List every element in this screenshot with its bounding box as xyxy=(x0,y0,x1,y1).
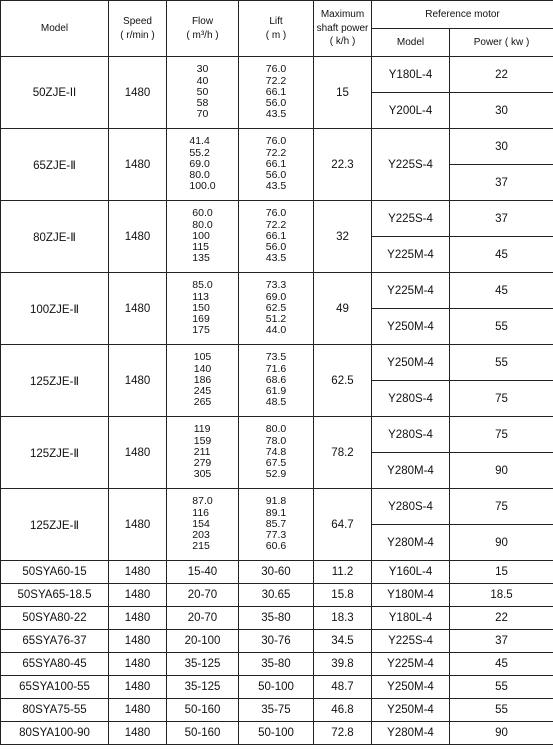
header-speed-unit: ( r/min ) xyxy=(120,29,155,41)
motor-power-cell: 55 xyxy=(450,309,553,345)
motor-power-cell: 37 xyxy=(450,165,553,201)
shaft-power-cell: 22.3 xyxy=(314,129,372,201)
flow-cell-value: 203 xyxy=(192,529,210,542)
lift-cell xyxy=(239,345,314,417)
header-max-line1: Maximum xyxy=(320,9,365,21)
lift-cell-value: 43.5 xyxy=(265,108,287,121)
header-speed-line: Speed xyxy=(123,16,152,27)
flow-cell xyxy=(167,345,239,417)
speed-cell: 1480 xyxy=(109,273,167,345)
flow-cell-value: 80.0 xyxy=(192,218,213,231)
lift-cell-value: 66.1 xyxy=(265,85,287,98)
motor-power-cell: 90 xyxy=(450,722,553,745)
model-cell: 65SYA76-37 xyxy=(1,630,109,653)
motor-model-cell: Y225S-4 xyxy=(372,129,450,201)
flow-cell-value: 60.0 xyxy=(192,207,213,220)
motor-power-cell: 22 xyxy=(450,607,553,630)
motor-model-cell: Y280M-4 xyxy=(372,722,450,745)
header-lift xyxy=(239,1,314,57)
lift-cell-values xyxy=(266,136,286,192)
flow-cell-value: 55.2 xyxy=(189,146,210,159)
lift-cell: 35-75 xyxy=(239,699,314,722)
flow-cell-value: 40 xyxy=(196,74,209,87)
flow-cell-value: 116 xyxy=(192,506,210,519)
lift-cell-values xyxy=(266,496,286,552)
shaft-power-cell: 49 xyxy=(314,273,372,345)
header-max-line2: shaft power xyxy=(316,22,369,34)
flow-cell: 15-40 xyxy=(167,561,239,584)
table-row xyxy=(1,201,553,237)
flow-cell xyxy=(167,489,239,561)
speed-cell: 1480 xyxy=(109,417,167,489)
flow-cell: 20-100 xyxy=(167,630,239,653)
lift-cell-value: 44.0 xyxy=(265,324,287,337)
table-row xyxy=(1,57,553,93)
lift-cell-value: 56.0 xyxy=(265,97,287,110)
lift-cell-values xyxy=(266,352,286,408)
flow-cell-value: 80.0 xyxy=(189,169,210,182)
flow-cell-value: 105 xyxy=(193,351,212,364)
model-cell: 65SYA80-45 xyxy=(1,653,109,676)
lift-cell-value: 77.3 xyxy=(265,529,287,542)
flow-cell-value: 41.4 xyxy=(189,135,210,148)
flow-cell xyxy=(167,129,239,201)
flow-cell-value: 85.0 xyxy=(192,279,213,292)
speed-cell: 1480 xyxy=(109,607,167,630)
motor-power-cell: 75 xyxy=(450,489,553,525)
lift-cell: 50-100 xyxy=(239,722,314,745)
flow-cell-values xyxy=(197,64,209,120)
motor-model-cell: Y250M-4 xyxy=(372,699,450,722)
shaft-power-cell: 78.2 xyxy=(314,417,372,489)
lift-cell-value: 89.1 xyxy=(265,506,287,519)
motor-model-cell: Y225S-4 xyxy=(372,201,450,237)
flow-cell-value: 245 xyxy=(193,385,212,398)
flow-cell-value: 70 xyxy=(196,108,209,121)
lift-cell-value: 72.2 xyxy=(265,146,287,159)
lift-cell-value: 72.2 xyxy=(265,218,287,231)
flow-cell-value: 135 xyxy=(192,252,210,265)
header-motor-power: Power ( kw ) xyxy=(450,29,553,57)
flow-cell-value: 100.0 xyxy=(189,180,216,193)
motor-model-cell: Y250M-4 xyxy=(372,676,450,699)
lift-cell-value: 73.5 xyxy=(265,351,287,364)
lift-cell-value: 67.5 xyxy=(265,457,287,470)
speed-cell: 1480 xyxy=(109,201,167,273)
motor-model-cell: Y250M-4 xyxy=(372,345,450,381)
header-model: Model xyxy=(1,1,109,57)
motor-power-cell: 55 xyxy=(450,699,553,722)
shaft-power-cell: 15 xyxy=(314,57,372,129)
model-cell: 65ZJE-Ⅱ xyxy=(1,129,109,201)
flow-cell: 20-70 xyxy=(167,584,239,607)
flow-cell-value: 115 xyxy=(192,241,210,254)
flow-cell-values xyxy=(194,424,212,480)
shaft-power-cell: 34.5 xyxy=(314,630,372,653)
motor-power-cell: 90 xyxy=(450,525,553,561)
table-row xyxy=(1,699,553,722)
flow-cell-values xyxy=(192,208,212,264)
model-cell: 125ZJE-Ⅱ xyxy=(1,417,109,489)
lift-cell-values xyxy=(266,208,286,264)
flow-cell-value: 30 xyxy=(196,63,209,76)
speed-cell: 1480 xyxy=(109,676,167,699)
speed-cell: 1480 xyxy=(109,584,167,607)
lift-cell-value: 52.9 xyxy=(265,468,287,481)
flow-cell: 20-70 xyxy=(167,607,239,630)
motor-power-cell: 45 xyxy=(450,273,553,309)
lift-cell-value: 62.5 xyxy=(265,301,287,314)
model-cell: 65SYA100-55 xyxy=(1,676,109,699)
flow-cell: 50-160 xyxy=(167,722,239,745)
lift-cell-value: 48.5 xyxy=(265,396,287,409)
lift-cell-value: 91.8 xyxy=(265,495,287,508)
shaft-power-cell: 18.3 xyxy=(314,607,372,630)
motor-power-cell: 15 xyxy=(450,561,553,584)
lift-cell xyxy=(239,201,314,273)
flow-cell-value: 113 xyxy=(192,290,210,303)
flow-cell-value: 150 xyxy=(192,301,210,314)
lift-cell-value: 73.3 xyxy=(265,279,287,292)
table-row xyxy=(1,345,553,381)
header-flow-unit: ( m³/h ) xyxy=(186,29,219,41)
lift-cell xyxy=(239,417,314,489)
flow-cell-values xyxy=(189,136,215,192)
lift-cell: 35-80 xyxy=(239,607,314,630)
lift-cell-value: 56.0 xyxy=(265,169,287,182)
table-row xyxy=(1,417,553,453)
motor-power-cell: 45 xyxy=(450,653,553,676)
motor-model-cell: Y200L-4 xyxy=(372,93,450,129)
table-row xyxy=(1,561,553,584)
flow-cell-value: 140 xyxy=(193,362,212,375)
motor-model-cell: Y160L-4 xyxy=(372,561,450,584)
flow-cell: 35-125 xyxy=(167,676,239,699)
header-reference-motor: Reference motor xyxy=(372,1,553,29)
table-body xyxy=(1,57,553,745)
shaft-power-cell: 15.8 xyxy=(314,584,372,607)
flow-cell-value: 154 xyxy=(192,517,210,530)
lift-cell-value: 71.6 xyxy=(265,362,287,375)
lift-cell-value: 43.5 xyxy=(265,252,287,265)
model-cell: 80ZJE-Ⅱ xyxy=(1,201,109,273)
shaft-power-cell: 32 xyxy=(314,201,372,273)
header-lift-unit: ( m ) xyxy=(265,29,287,41)
lift-cell-value: 80.0 xyxy=(265,423,287,436)
lift-cell-value: 74.8 xyxy=(265,445,287,458)
lift-cell-values xyxy=(266,64,286,120)
table-row xyxy=(1,489,553,525)
motor-model-cell: Y180L-4 xyxy=(372,57,450,93)
lift-cell xyxy=(239,129,314,201)
lift-cell-value: 76.0 xyxy=(265,135,287,148)
lift-cell xyxy=(239,489,314,561)
lift-cell-value: 66.1 xyxy=(265,157,287,170)
speed-cell: 1480 xyxy=(109,653,167,676)
model-cell: 125ZJE-Ⅱ xyxy=(1,489,109,561)
flow-cell-value: 58 xyxy=(196,97,209,110)
lift-cell-value: 43.5 xyxy=(265,180,287,193)
flow-cell-values xyxy=(194,352,212,408)
flow-cell xyxy=(167,273,239,345)
header-max-shaft-power xyxy=(314,1,372,57)
model-cell: 125ZJE-Ⅱ xyxy=(1,345,109,417)
lift-cell-value: 68.6 xyxy=(265,373,287,386)
lift-cell xyxy=(239,273,314,345)
flow-cell-value: 186 xyxy=(193,373,212,386)
motor-power-cell: 90 xyxy=(450,453,553,489)
model-cell: 100ZJE-Ⅱ xyxy=(1,273,109,345)
speed-cell: 1480 xyxy=(109,722,167,745)
lift-cell: 30.65 xyxy=(239,584,314,607)
header-flow xyxy=(167,1,239,57)
flow-cell xyxy=(167,417,239,489)
flow-cell-value: 279 xyxy=(193,457,212,470)
table-row xyxy=(1,584,553,607)
flow-cell xyxy=(167,201,239,273)
motor-model-cell: Y280M-4 xyxy=(372,525,450,561)
flow-cell-values xyxy=(192,280,212,336)
flow-cell xyxy=(167,57,239,129)
table-row xyxy=(1,273,553,309)
motor-power-cell: 37 xyxy=(450,630,553,653)
header-lift-line: Lift xyxy=(269,16,283,27)
motor-model-cell: Y280S-4 xyxy=(372,489,450,525)
header-max-unit: ( k/h ) xyxy=(329,36,356,48)
shaft-power-cell: 46.8 xyxy=(314,699,372,722)
flow-cell-value: 69.0 xyxy=(189,157,210,170)
header-flow-line: Flow xyxy=(191,16,214,27)
motor-model-cell: Y180M-4 xyxy=(372,584,450,607)
lift-cell: 30-76 xyxy=(239,630,314,653)
flow-cell-value: 211 xyxy=(193,445,211,458)
lift-cell-value: 76.0 xyxy=(265,207,287,220)
lift-cell: 30-60 xyxy=(239,561,314,584)
lift-cell-value: 69.0 xyxy=(265,290,287,303)
motor-model-cell: Y280S-4 xyxy=(372,417,450,453)
motor-model-cell: Y280M-4 xyxy=(372,453,450,489)
motor-model-cell: Y225M-4 xyxy=(372,237,450,273)
flow-cell: 50-160 xyxy=(167,699,239,722)
shaft-power-cell: 62.5 xyxy=(314,345,372,417)
speed-cell: 1480 xyxy=(109,561,167,584)
flow-cell-value: 159 xyxy=(193,434,212,447)
lift-cell: 50-100 xyxy=(239,676,314,699)
table-row xyxy=(1,722,553,745)
shaft-power-cell: 48.7 xyxy=(314,676,372,699)
motor-power-cell: 75 xyxy=(450,381,553,417)
motor-power-cell: 75 xyxy=(450,417,553,453)
motor-power-cell: 18.5 xyxy=(450,584,553,607)
model-cell: 50SYA60-15 xyxy=(1,561,109,584)
motor-power-cell: 45 xyxy=(450,237,553,273)
lift-cell-value: 72.2 xyxy=(265,74,287,87)
motor-model-cell: Y225M-4 xyxy=(372,273,450,309)
flow-cell-value: 119 xyxy=(193,423,211,436)
motor-power-cell: 22 xyxy=(450,57,553,93)
model-cell: 50SYA65-18.5 xyxy=(1,584,109,607)
lift-cell-value: 56.0 xyxy=(265,241,287,254)
flow-cell: 35-125 xyxy=(167,653,239,676)
table-row xyxy=(1,676,553,699)
lift-cell-value: 85.7 xyxy=(265,517,287,530)
table-row xyxy=(1,129,553,165)
shaft-power-cell: 64.7 xyxy=(314,489,372,561)
table-row xyxy=(1,607,553,630)
model-cell: 80SYA75-55 xyxy=(1,699,109,722)
flow-cell-value: 265 xyxy=(193,396,212,409)
speed-cell: 1480 xyxy=(109,129,167,201)
shaft-power-cell: 11.2 xyxy=(314,561,372,584)
lift-cell-value: 51.2 xyxy=(265,313,287,326)
header-speed xyxy=(109,1,167,57)
motor-power-cell: 55 xyxy=(450,676,553,699)
lift-cell-values xyxy=(266,424,286,480)
motor-model-cell: Y225S-4 xyxy=(372,630,450,653)
motor-model-cell: Y280S-4 xyxy=(372,381,450,417)
lift-cell-value: 78.0 xyxy=(265,434,287,447)
table-row xyxy=(1,653,553,676)
speed-cell: 1480 xyxy=(109,57,167,129)
model-cell: 50SYA80-22 xyxy=(1,607,109,630)
speed-cell: 1480 xyxy=(109,699,167,722)
flow-cell-value: 305 xyxy=(193,468,212,481)
lift-cell-value: 60.6 xyxy=(265,540,287,553)
flow-cell-value: 175 xyxy=(192,324,210,337)
speed-cell: 1480 xyxy=(109,345,167,417)
header-motor-model: Model xyxy=(372,29,450,57)
motor-model-cell: Y225M-4 xyxy=(372,653,450,676)
flow-cell-value: 50 xyxy=(196,85,209,98)
motor-power-cell: 30 xyxy=(450,129,553,165)
flow-cell-values xyxy=(192,496,212,552)
lift-cell-values xyxy=(266,280,286,336)
flow-cell-value: 215 xyxy=(192,540,210,553)
lift-cell-value: 61.9 xyxy=(265,385,287,398)
lift-cell: 35-80 xyxy=(239,653,314,676)
speed-cell: 1480 xyxy=(109,489,167,561)
motor-power-cell: 30 xyxy=(450,93,553,129)
motor-power-cell: 55 xyxy=(450,345,553,381)
speed-cell: 1480 xyxy=(109,630,167,653)
table-row xyxy=(1,630,553,653)
shaft-power-cell: 39.8 xyxy=(314,653,372,676)
lift-cell-value: 76.0 xyxy=(265,63,287,76)
motor-model-cell: Y250M-4 xyxy=(372,309,450,345)
model-cell: 50ZJE-II xyxy=(1,57,109,129)
lift-cell xyxy=(239,57,314,129)
lift-cell-value: 66.1 xyxy=(265,229,287,242)
motor-power-cell: 37 xyxy=(450,201,553,237)
flow-cell-value: 169 xyxy=(192,313,210,326)
flow-cell-value: 87.0 xyxy=(192,495,213,508)
flow-cell-value: 100 xyxy=(192,229,210,242)
shaft-power-cell: 72.8 xyxy=(314,722,372,745)
model-cell: 80SYA100-90 xyxy=(1,722,109,745)
motor-model-cell: Y180L-4 xyxy=(372,607,450,630)
